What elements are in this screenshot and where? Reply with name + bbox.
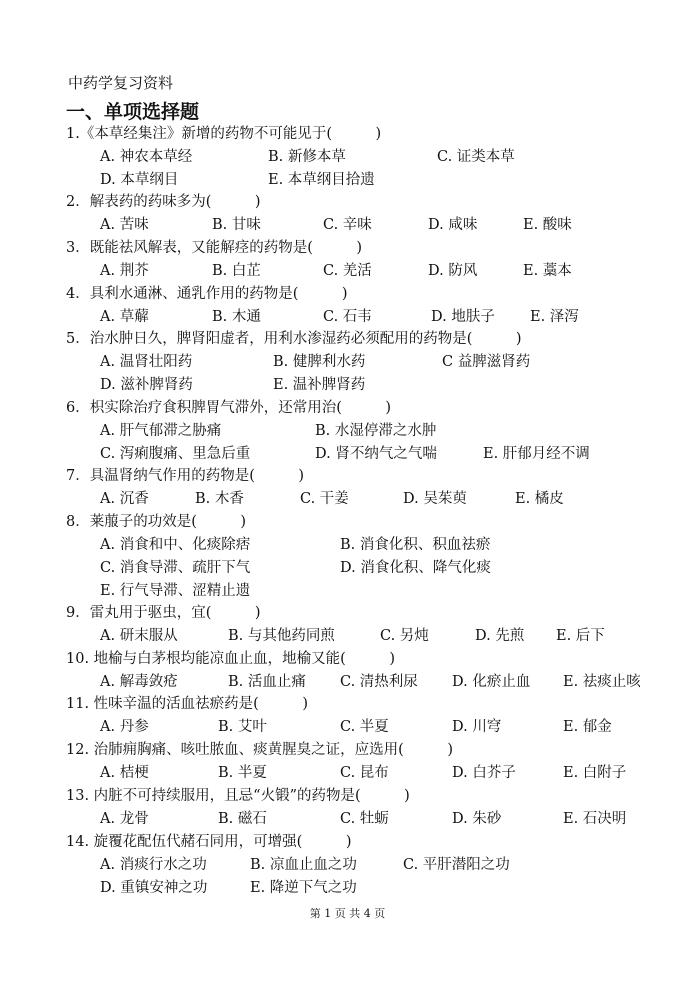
option-row (0, 213, 695, 236)
answer-option: D. 吴茱萸 (403, 491, 467, 507)
answer-option: C. 羌活 (323, 263, 372, 279)
answer-option: E. 橘皮 (515, 491, 564, 507)
option-row (0, 305, 695, 328)
answer-option: B. 活血止痛 (228, 674, 306, 690)
answer-option: C. 辛味 (323, 217, 372, 233)
question-6 (0, 396, 695, 419)
answer-option: B. 甘味 (212, 217, 261, 233)
answer-option: E. 降逆下气之功 (250, 880, 357, 896)
answer-option: C. 证类本草 (437, 149, 515, 165)
question-14 (0, 830, 695, 853)
option-row (0, 487, 695, 510)
answer-option: C. 干姜 (300, 491, 349, 507)
question-stem: 12. 治肺痈胸痛、咳吐脓血、痰黄腥臭之证，应选用( ) (66, 742, 453, 758)
option-row (0, 533, 695, 556)
option-row (0, 350, 695, 373)
question-9 (0, 601, 695, 624)
answer-option: B. 健脾利水药 (273, 354, 366, 370)
option-row (0, 259, 695, 282)
option-row (0, 556, 695, 579)
answer-option: E. 行气导滞、涩精止遗 (100, 583, 251, 599)
answer-option: C. 泻痢腹痛、里急后重 (100, 446, 251, 462)
answer-option: C. 清热利尿 (340, 674, 418, 690)
answer-option: D. 消食化积、降气化痰 (340, 560, 491, 576)
answer-option: E. 泽泻 (530, 309, 579, 325)
question-stem: 7．具温肾纳气作用的药物是( ) (66, 468, 305, 484)
question-10 (0, 647, 695, 670)
answer-option: A. 消食和中、化痰除痞 (100, 537, 251, 553)
answer-option: E. 本草纲目拾遗 (268, 172, 375, 188)
question-2 (0, 190, 695, 213)
answer-option: A. 桔梗 (100, 765, 149, 781)
answer-option: B. 半夏 (218, 765, 267, 781)
answer-option: C. 昆布 (340, 765, 389, 781)
question-4 (0, 282, 695, 305)
option-row (0, 442, 695, 465)
page-footer: 第 1 页 共 4 页 (309, 907, 386, 920)
option-row (0, 715, 695, 738)
question-stem: 1.《本草经集注》新增的药物不可能见于( ) (66, 126, 382, 142)
answer-option: D. 化瘀止血 (452, 674, 531, 690)
section-title: 一、单项选择题 (66, 101, 200, 123)
answer-option: D. 防风 (428, 263, 478, 279)
answer-option: A. 消痰行水之功 (100, 857, 207, 873)
option-row (0, 876, 695, 899)
answer-option: E. 白附子 (563, 765, 627, 781)
question-5 (0, 327, 695, 350)
option-row (0, 419, 695, 442)
answer-option: C. 半夏 (340, 719, 389, 735)
answer-option: C. 平肝潜阳之功 (403, 857, 510, 873)
answer-option: B. 木通 (212, 309, 261, 325)
answer-option: E. 后下 (556, 628, 605, 644)
question-12 (0, 738, 695, 761)
question-7 (0, 464, 695, 487)
answer-option: A. 丹参 (100, 719, 149, 735)
answer-option: A. 苦味 (100, 217, 149, 233)
option-row (0, 145, 695, 168)
answer-option: B. 与其他药同煎 (228, 628, 335, 644)
answer-option: B. 木香 (195, 491, 244, 507)
answer-option: A. 解毒敛疮 (100, 674, 178, 690)
answer-option: D. 肾不纳气之气喘 (315, 446, 437, 462)
answer-option: E. 祛痰止咳 (563, 674, 641, 690)
option-row (0, 670, 695, 693)
answer-option: D. 咸味 (428, 217, 478, 233)
answer-option: B. 水湿停滞之水肿 (315, 423, 437, 439)
option-row (0, 761, 695, 784)
answer-option: E. 肝郁月经不调 (483, 446, 590, 462)
answer-option: E. 温补脾肾药 (273, 377, 366, 393)
answer-option: C 益脾滋肾药 (442, 354, 531, 370)
answer-option: D. 本草纲目 (100, 172, 179, 188)
answer-option: B. 新修本草 (268, 149, 346, 165)
answer-option: E. 藁本 (523, 263, 572, 279)
answer-option: D. 地肤子 (431, 309, 495, 325)
document-title: 中药学复习资料 (68, 74, 174, 92)
question-stem: 5．治水肿日久，脾肾阳虚者，用利水渗湿药必须配用的药物是( ) (66, 331, 522, 347)
answer-option: B. 消食化积、积血祛瘀 (340, 537, 491, 553)
answer-option: B. 磁石 (218, 811, 267, 827)
answer-option: D. 白芥子 (452, 765, 516, 781)
question-stem: 10. 地榆与白茅根均能凉血止血，地榆又能( ) (66, 651, 395, 667)
question-stem: 9．雷丸用于驱虫，宜( ) (66, 605, 261, 621)
answer-option: B. 艾叶 (218, 719, 267, 735)
question-stem: 4．具利水通淋、通乳作用的药物是( ) (66, 286, 348, 302)
answer-option: C. 石韦 (323, 309, 372, 325)
answer-option: D. 朱砂 (452, 811, 502, 827)
question-stem: 14. 旋覆花配伍代赭石同用，可增强( ) (66, 834, 352, 850)
question-13 (0, 784, 695, 807)
answer-option: B. 凉血止血之功 (250, 857, 357, 873)
option-row (0, 624, 695, 647)
answer-option: C. 牡蛎 (340, 811, 389, 827)
option-row (0, 853, 695, 876)
question-1 (0, 122, 695, 145)
option-row (0, 168, 695, 191)
question-stem: 13. 内脏不可持续服用，且忌“火锻”的药物是( ) (66, 788, 410, 804)
question-stem: 3．既能祛风解表，又能解痉的药物是( ) (66, 240, 363, 256)
option-row (0, 807, 695, 830)
question-8 (0, 510, 695, 533)
question-stem: 11. 性味辛温的活血祛瘀药是( ) (66, 696, 308, 712)
answer-option: E. 酸味 (523, 217, 572, 233)
answer-option: A. 龙骨 (100, 811, 149, 827)
answer-option: D. 滋补脾肾药 (100, 377, 193, 393)
answer-option: C. 另炖 (380, 628, 429, 644)
answer-option: A. 神农本草经 (100, 149, 193, 165)
answer-option: D. 川穹 (452, 719, 502, 735)
question-11 (0, 692, 695, 715)
answer-option: B. 白芷 (212, 263, 261, 279)
question-stem: 6．枳实除治疗食积脾胃气滞外，还常用治( ) (66, 400, 392, 416)
answer-option: E. 郁金 (563, 719, 612, 735)
answer-option: A. 沉香 (100, 491, 149, 507)
answer-option: A. 研末服从 (100, 628, 178, 644)
answer-option: A. 荆芥 (100, 263, 149, 279)
question-3 (0, 236, 695, 259)
answer-option: A. 草薢 (100, 309, 149, 325)
question-stem: 8．莱菔子的功效是( ) (66, 514, 247, 530)
answer-option: C. 消食导滞、疏肝下气 (100, 560, 251, 576)
answer-option: D. 重镇安神之功 (100, 880, 208, 896)
answer-option: A. 温肾壮阳药 (100, 354, 193, 370)
answer-option: E. 石决明 (563, 811, 627, 827)
option-row (0, 579, 695, 602)
option-row (0, 373, 695, 396)
answer-option: A. 肝气郁滞之胁痛 (100, 423, 222, 439)
question-stem: 2．解表药的药味多为( ) (66, 194, 261, 210)
answer-option: D. 先煎 (475, 628, 525, 644)
